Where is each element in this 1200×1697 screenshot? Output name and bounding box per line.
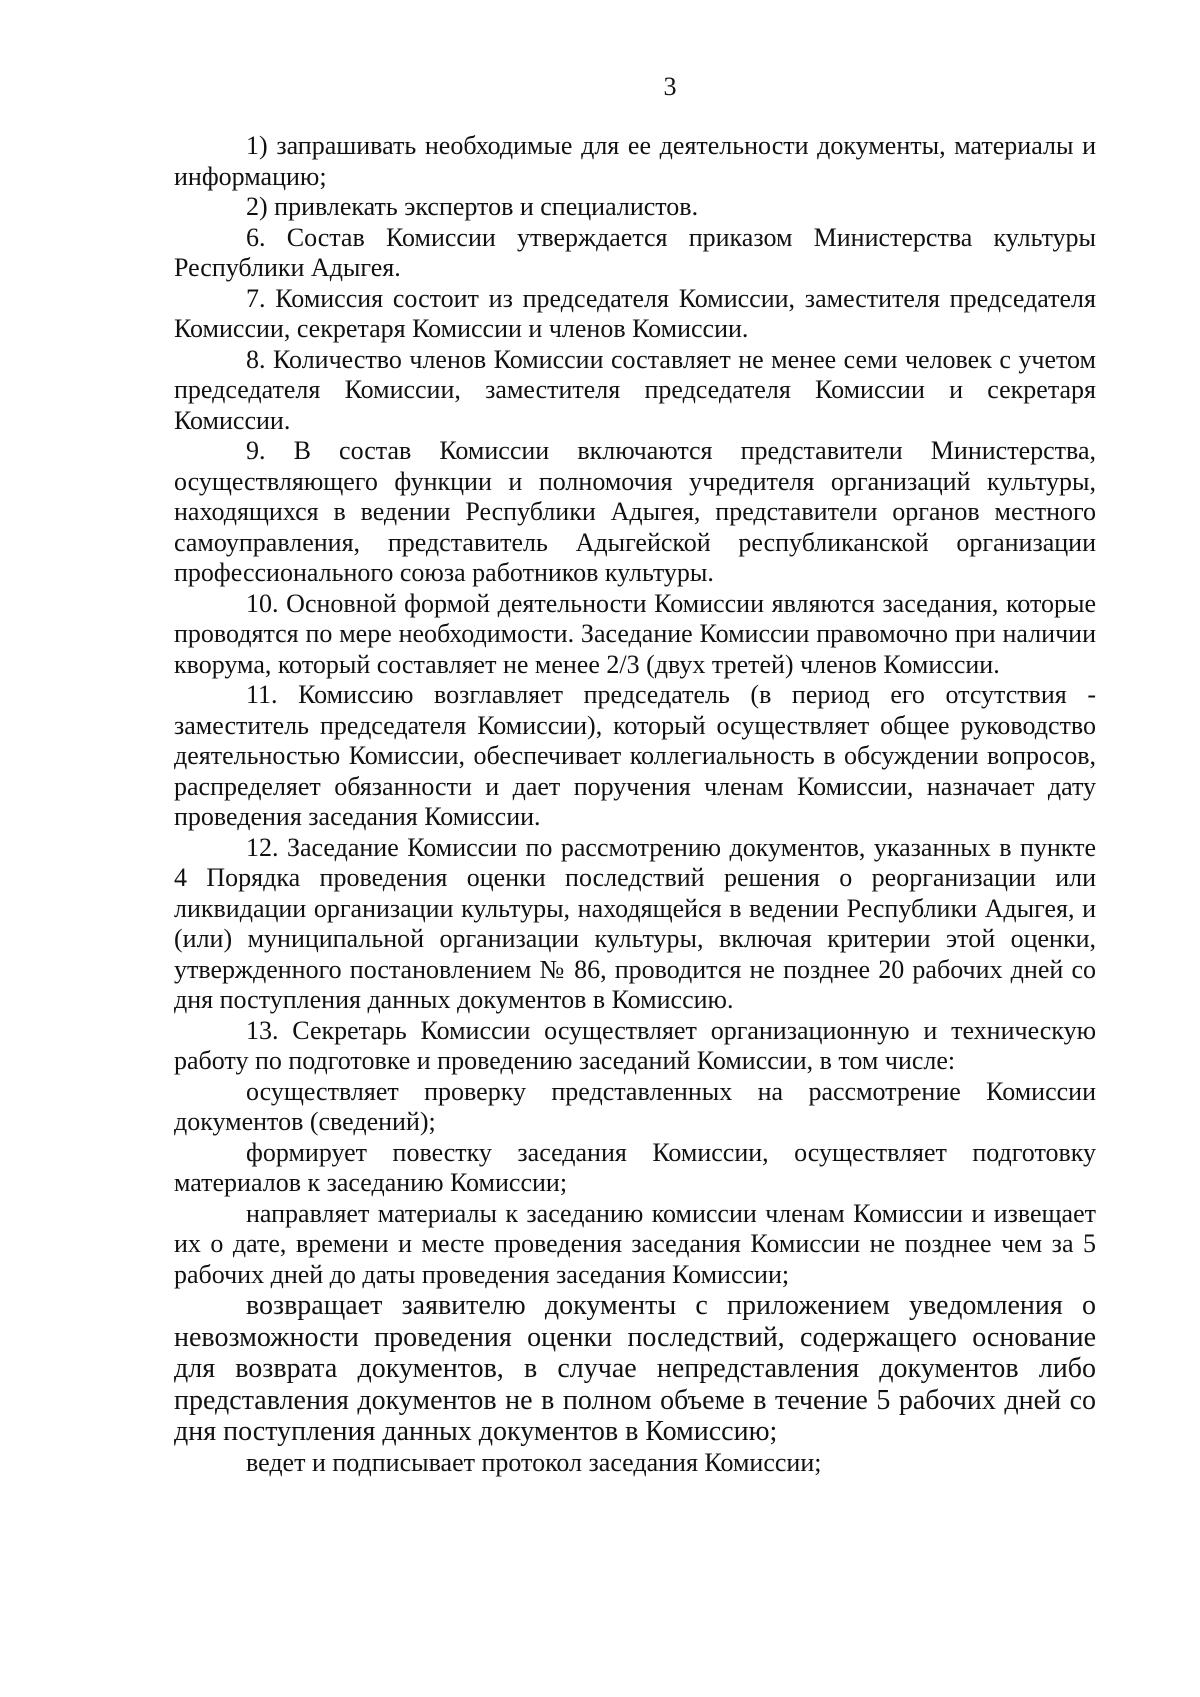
paragraph-1: 1) запрашивать необходимые для ее деятельности документы, материалы и информацию; <box>174 131 1096 191</box>
paragraph-4: 7. Комиссия состоит из председателя Комиссии, заместителя председателя Комиссии, секретаря Комиссии и членов Комиссии. <box>174 283 1096 343</box>
paragraph-10: 13. Секретарь Комиссии осуществляет организационную и техническую работу по подготовке и проведению заседаний Комиссии, в том числе: <box>174 1015 1096 1075</box>
paragraph-8: 11. Комиссию возглавляет председатель (в период его отсутствия - заместитель председателя Комиссии), который осуществляет общее руководство деятельностью Комиссии, обеспечивает коллегиальность в обсуждении вопросов, распределяет обязанности и дает поручения членам Комиссии, назначает дату проведения заседания Комиссии. <box>174 680 1096 831</box>
paragraph-7: 10. Основной формой деятельности Комиссии являются заседания, которые проводятся по мере необходимости. Заседание Комиссии правомочно при наличии кворума, который составляет не менее 2/3 (двух третей) членов Комиссии. <box>174 588 1096 679</box>
paragraph-14: возвращает заявителю документы с приложением уведомления о невозможности проведения оценки последствий, содержащего основание для возврата документов, в случае непредставления документов либо представления документов не в полном объеме в течение 5 рабочих дней со дня поступления данных документов в Комиссию; <box>174 1290 1096 1447</box>
paragraph-15: ведет и подписывает протокол заседания Комиссии; <box>246 1447 822 1477</box>
paragraph-11: осуществляет проверку представленных на рассмотрение Комиссии документов (сведений); <box>174 1076 1096 1136</box>
paragraph-2: 2) привлекать экспертов и специалистов. <box>246 192 699 221</box>
document-body <box>174 131 1096 1478</box>
paragraph-13: направляет материалы к заседанию комиссии членам Комиссии и извещает их о дате, времени и месте проведения заседания Комиссии не позднее чем за 5 рабочих дней до даты проведения заседания Комиссии; <box>174 1198 1096 1289</box>
paragraph-5: 8. Количество членов Комиссии составляет не менее семи человек с учетом председателя Комиссии, заместителя председателя Комиссии и секретаря Комиссии. <box>174 344 1096 435</box>
paragraph-6: 9. В состав Комиссии включаются представители Министерства, осуществляющего функции и полномочия учредителя организаций культуры, находящихся в ведении Республики Адыгея, представители органов местного самоуправления, представитель Адыгейской республиканской организации профессионального союза работников культуры. <box>174 436 1096 587</box>
paragraph-3: 6. Состав Комиссии утверждается приказом Министерства культуры Республики Адыгея. <box>174 222 1096 282</box>
page-number: 3 <box>663 72 677 101</box>
paragraph-12: формирует повестку заседания Комиссии, осуществляет подготовку материалов к заседанию Комиссии; <box>174 1137 1096 1197</box>
paragraph-9: 12. Заседание Комиссии по рассмотрению документов, указанных в пункте 4 Порядка проведения оценки последствий решения о реорганизации или ликвидации организации культуры, находящейся в ведении Республики Адыгея, и (или) муниципальной организации культуры, включая критерии этой оценки, утвержденного постановлением № 86, проводится не позднее 20 рабочих дней со дня поступления данных документов в Комиссию. <box>174 832 1096 1014</box>
